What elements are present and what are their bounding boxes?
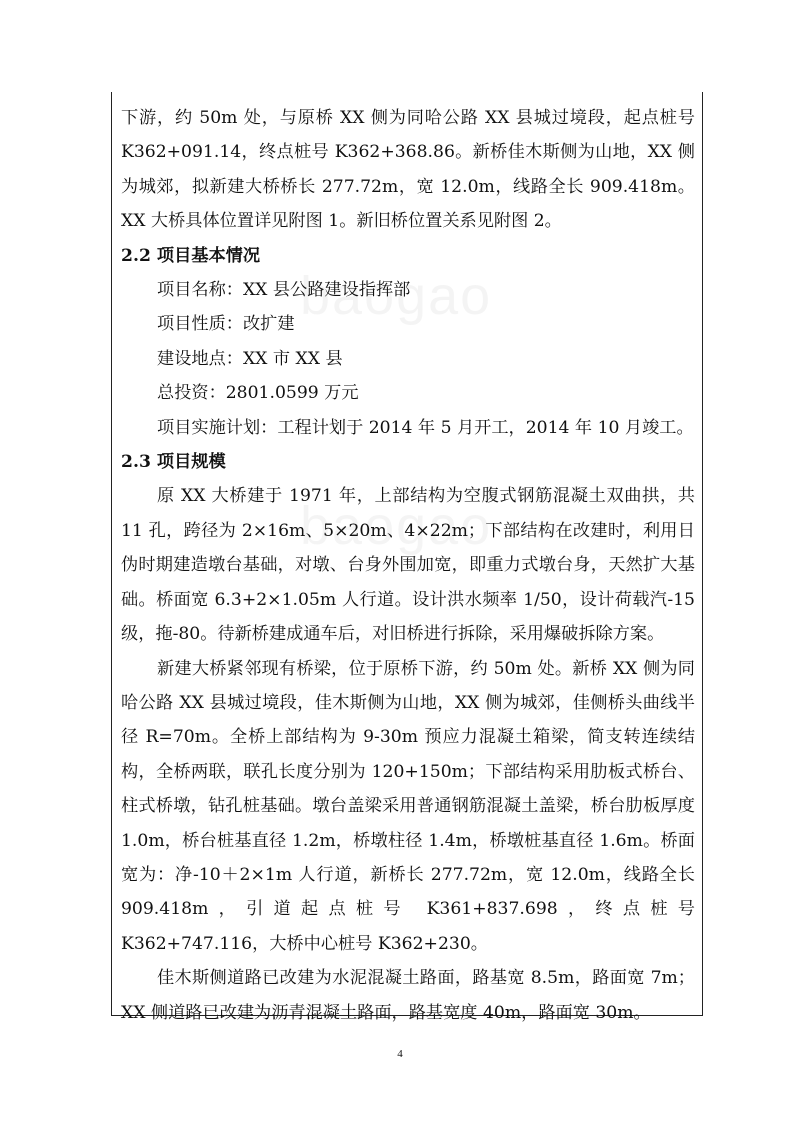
body-paragraph: 新建大桥紧邻现有桥梁，位于原桥下游，约 50m 处。新桥 XX 侧为同哈公路 XX 县城过境段，佳木斯侧为山地，XX 侧为城郊，佳侧桥头曲线半径 R=70m。全桥上部结构为 9-30m 预应力混凝土箱梁，简支转连续结构，全桥两联，联孔长度分别为 120+150m；下部结构采用肋板式桥台、柱式桥墩，钻孔桩基础。墩台盖梁采用普通钢筋混凝土盖梁，桥台肋板厚度 1.0m，桥台桩基直径 1.2m，桥墩柱径 1.4m，桥墩桩基直径 1.6m。桥面宽为：净-10＋2×1m 人行道，新桥长 277.72m，宽 12.0m，线路全长 909.418m，引道起点桩号 K361+837.698，终点桩号 K362+747.116，大桥中心桩号 K362+230。 [121,658,695,954]
document-body [121,101,695,1030]
body-paragraph: 原 XX 大桥建于 1971 年，上部结构为空腹式钢筋混凝土双曲拱，共 11 孔，跨径为 2×16m、5×20m、4×22m；下部结构在改建时，利用日伪时期建造墩台基础，对墩、台身外围加宽，即重力式墩台身，天然扩大基础。桥面宽 6.3+2×1.05m 人行道。设计洪水频率 1/50，设计荷载汽-15 级，拖-80。待新桥建成通车后，对旧桥进行拆除，采用爆破拆除方案。 [121,486,695,645]
body-paragraph: 建设地点：XX 市 XX 县 [157,348,343,369]
body-paragraph: 下游，约 50m 处，与原桥 XX 侧为同哈公路 XX 县城过境段，起点桩号 K362+091.14，终点桩号 K362+368.86。新桥佳木斯侧为山地，XX 侧为城郊，拟新建大桥桥长 277.72m，宽 12.0m，线路全长 909.418m。XX 大桥具体位置详见附图 1。新旧桥位置关系见附图 2。 [121,108,695,232]
body-paragraph: 佳木斯侧道路已改建为水泥混凝土路面，路基宽 8.5m，路面宽 7m；XX 侧道路已改建为沥青混凝土路面，路基宽度 40m，路面宽 30m。 [121,968,695,1023]
section-heading: 2.2 项目基本情况 [121,245,261,266]
body-paragraph: 项目实施计划：工程计划于 2014 年 5 月开工，2014 年 10 月竣工。 [157,417,694,438]
page-number: 4 [397,1048,403,1060]
section-heading: 2.3 项目规模 [121,452,226,473]
body-paragraph: 项目性质：改扩建 [157,314,295,335]
body-paragraph: 项目名称：XX 县公路建设指挥部 [157,280,411,301]
body-paragraph: 总投资：2801.0599 万元 [157,383,359,404]
